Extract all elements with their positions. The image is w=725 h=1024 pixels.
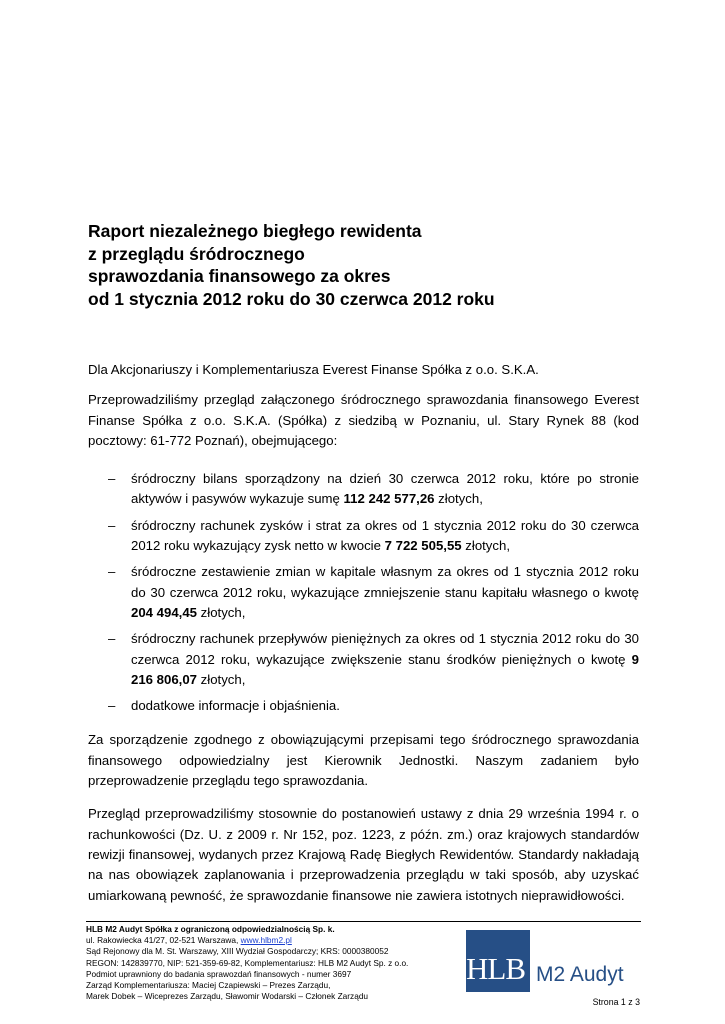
- item-amount: 204 494,45: [131, 604, 198, 620]
- item-text: dodatkowe informacje i objaśnienia.: [131, 698, 340, 714]
- dash-bullet: –: [108, 564, 116, 580]
- footer-divider: [86, 921, 641, 922]
- footer-board-1: Zarząd Komplementariusza: Maciej Czapiewski – Prezes Zarządu,: [86, 980, 331, 991]
- item-text: śródroczny bilans sporządzony na dzień 30 czerwca 2012 roku, które po stronie aktywów i pasywów wykazuje sumę: [131, 471, 639, 507]
- dash-bullet: –: [108, 471, 116, 487]
- footer-address-text: ul. Rakowiecka 41/27, 02-521 Warszawa,: [86, 935, 241, 946]
- logo-m2-text: M2 Audyt: [536, 963, 624, 986]
- list-item: [88, 696, 639, 716]
- statement-list: [88, 469, 639, 716]
- item-text: śródroczny rachunek przepływów pieniężnych za okres od 1 stycznia 2012 roku do 30 czerwca 2012 roku, wykazujące zwiększenie stanu środków pieniężnych o kwotę: [131, 631, 639, 667]
- dash-bullet: –: [108, 631, 116, 647]
- item-suffix: złotych,: [434, 491, 483, 507]
- page-number: Strona 1 z 3: [592, 997, 640, 1007]
- footer-board-2: Marek Dobek – Wiceprezes Zarządu, Sławomir Wodarski – Członek Zarządu: [86, 991, 369, 1002]
- title-line: z przeglądu śródrocznego: [88, 243, 305, 264]
- item-suffix: złotych,: [197, 671, 246, 687]
- title-line: sprawozdania finansowego za okres: [88, 266, 391, 286]
- responsibility-paragraph: Za sporządzenie zgodnego z obowiązującymi przepisami tego śródrocznego sprawozdania finansowego odpowiedzialny jest Kierownik Jednostki. Naszym zadaniem było przeprowadzenie przeglądu tego sprawozdania.: [88, 732, 639, 789]
- report-title: [88, 220, 648, 310]
- dash-bullet: –: [108, 517, 116, 533]
- title-line: Raport niezależnego biegłego rewidenta: [88, 221, 422, 241]
- list-item: [88, 629, 639, 690]
- item-amount: 112 242 577,26: [343, 491, 435, 507]
- item-amount: 9 216 806,07: [131, 651, 639, 687]
- intro-paragraph: Przeprowadziliśmy przegląd załączonego śródrocznego sprawozdania finansowego Everest Finanse Spółka z o.o. S.K.A. (Spółka) z siedzibą w Poznaniu, ul. Stary Rynek 88 (kod pocztowy: 61-772 Poznań), obejmującego:: [88, 392, 639, 448]
- list-item: [88, 562, 639, 623]
- hlb-m2-logo: [466, 930, 641, 992]
- footer-regon: REGON: 142839770, NIP: 521-359-69-82, Komplementariusz: HLB M2 Audyt Sp. z o.o.: [86, 957, 409, 968]
- footer-authorization: Podmiot uprawniony do badania sprawozdań finansowych - numer 3697: [86, 968, 352, 979]
- website-link[interactable]: www.hlbm2.pl: [240, 935, 292, 946]
- item-text: śródroczny rachunek zysków i strat za okres od 1 stycznia 2012 roku do 30 czerwca 2012 roku wykazujący zysk netto w kwocie: [131, 517, 639, 554]
- logo-hlb-text: HLB: [466, 951, 525, 986]
- item-text: śródroczne zestawienie zmian w kapitale własnym za okres od 1 stycznia 2012 roku do 30 czerwca 2012 roku, wykazujące zmniejszenie stanu kapitału własnego o kwotę: [131, 564, 639, 600]
- dash-bullet: –: [108, 698, 116, 714]
- report-body: [88, 360, 639, 919]
- item-suffix: złotych,: [461, 538, 510, 554]
- title-line: od 1 stycznia 2012 roku do 30 czerwca 2012 roku: [88, 288, 495, 309]
- footer-firm-name: HLB M2 Audyt Spółka z ograniczoną odpowiedzialnością Sp. k.: [86, 924, 335, 934]
- item-suffix: złotych,: [197, 604, 246, 620]
- footer: [86, 924, 456, 1002]
- item-amount: 7 722 505,55: [384, 538, 462, 554]
- addressee: Dla Akcjonariuszy i Komplementariusza Everest Finanse Spółka z o.o. S.K.A.: [88, 362, 539, 377]
- footer-address: [86, 935, 456, 946]
- list-item: [88, 469, 639, 510]
- footer-court: Sąd Rejonowy dla M. St. Warszawy, XIII Wydział Gospodarczy; KRS: 0000380052: [86, 946, 389, 957]
- list-item: [88, 516, 639, 557]
- standards-paragraph: Przegląd przeprowadziliśmy stosownie do postanowień ustawy z dnia 29 września 1994 r. o rachunkowości (Dz. U. z 2009 r. Nr 152, poz. 1223, z późn. zm.) oraz krajowych standardów rewizji finansowej, wydanych przez Krajową Radę Biegłych Rewidentów. Standardy nakładają na nas obowiązek zaplanowania i przeprowadzenia przeglądu w taki sposób, aby uzyskać umiarkowaną pewność, że sprawozdanie finansowe nie zawiera istotnych nieprawidłowości.: [88, 806, 639, 903]
